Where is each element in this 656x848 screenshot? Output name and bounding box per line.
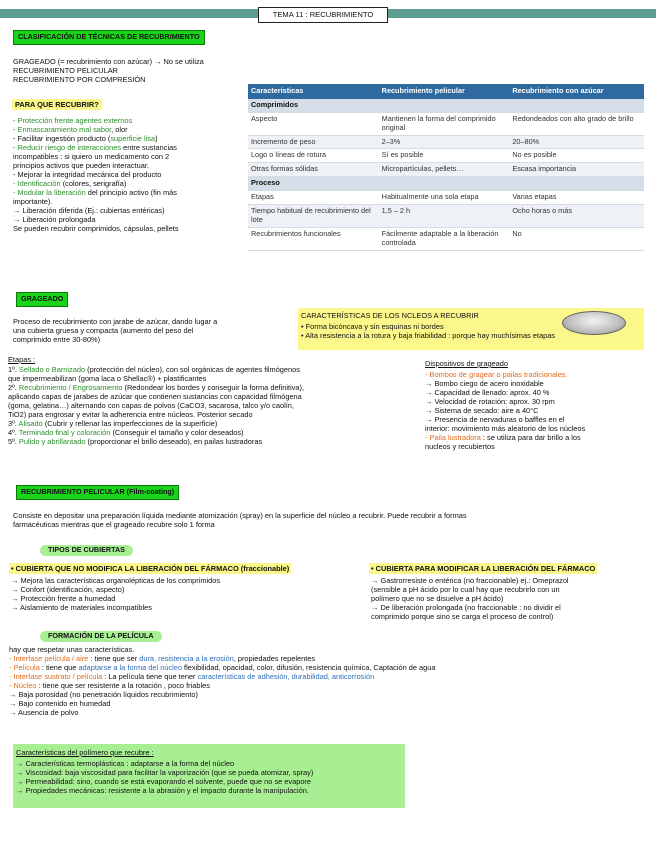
table-cell: Ocho horas o más [509, 205, 644, 228]
clasificacion-line: RECUBRIMIENTO PELICULAR [13, 66, 118, 76]
why-item: principios activos que pueden interactuar. [13, 161, 149, 171]
section-heading-grageado: GRAGEADO [16, 292, 68, 307]
why-list [13, 116, 179, 233]
why-item-rest: (colores, serigrafía) [60, 179, 127, 189]
polimero-item: → Viscosidad: baja viscosidad para facilitar la vaporización (que se pueda atomizar, spray) [16, 768, 314, 778]
header-bar-right [387, 9, 656, 18]
table-cell: Incremento de peso [248, 135, 379, 149]
dispositivo-item: - Paila lustradora [425, 433, 481, 443]
why-item: - Facilitar ingestión producto ( [13, 134, 111, 144]
table-header: Características [248, 84, 379, 99]
table-cell: Recubrimientos funcionales [248, 227, 379, 250]
table-section-label: Proceso [248, 177, 644, 191]
formacion-item-highlight: características de adhesión, durabilidad, anticorrosión [197, 672, 375, 682]
formacion-item-key: - Película [9, 663, 40, 673]
nucleo-item: → Baja porosidad (no penetración líquidos recubrimiento) [9, 690, 198, 700]
cubierta-modifica-item: comprimido porque sino se carga el proceso de control) [371, 612, 554, 622]
table-cell: Habitualmente una sola etapa [379, 191, 510, 205]
why-item: - Modular la liberación [13, 188, 86, 198]
why-item: importante). [13, 197, 53, 207]
formacion-list [9, 645, 435, 717]
table-cell: 1,5 – 2 h [379, 205, 510, 228]
polimero-list [16, 748, 313, 795]
cubierta-no-modifica-item: → Protección frente a humedad [11, 594, 116, 604]
table-cell: Otras formas sólidas [248, 163, 379, 177]
etapas-title: Etapas : [8, 355, 36, 364]
section-heading-pelicular: RECUBRIMIENTO PELICULAR (Film-coating) [16, 485, 179, 500]
cubierta-no-modifica-title: • CUBIERTA QUE NO MODIFICA LA LIBERACIÓN DEL FÁRMACO (fraccionable) [11, 564, 290, 573]
cubierta-modifica-list [371, 576, 569, 621]
nucleo-item: → Bajo contenido en humedad [9, 699, 111, 709]
etapa-text: (Cubrir y rellenar las imperfecciones de la superficie) [42, 419, 218, 429]
table-section-row [248, 177, 644, 191]
dispositivo-item-rest: : se utiliza para dar brillo a los [480, 433, 581, 443]
why-item: → Liberación prolongada [13, 215, 96, 225]
table-cell: 20–80% [509, 135, 644, 149]
dispositivo-item: → Presencia de nervaduras o baffles en el [425, 415, 565, 425]
etapa-number: 5º. [8, 437, 19, 447]
section-heading-clasificacion: CLASIFICACIÓN DE TÉCNICAS DE RECUBRIMIENTO [13, 30, 205, 45]
table-section-row [248, 99, 644, 112]
table-cell: Micropartículas, pellets… [379, 163, 510, 177]
formacion-item-highlight: adaptarse a la forma del núcleo [78, 663, 182, 673]
tipos-cubiertas-heading: TIPOS DE CUBIERTAS [40, 545, 133, 556]
table-cell: Etapas [248, 191, 379, 205]
why-item: Se pueden recubrir comprimidos, cápsulas, pellets [13, 224, 179, 234]
cubierta-no-modifica-list [11, 576, 220, 612]
why-item-key: superficie lisa [110, 134, 156, 144]
table-cell: Tiempo habitual de recubrimiento del lote [248, 205, 379, 228]
etapas-list [8, 365, 304, 446]
table-cell: No es posible [509, 149, 644, 163]
polimero-title: Características del polímero que recubre : [16, 748, 154, 757]
polimero-item: → Características termoplásticas : adaptarse a la forma del núcleo [16, 759, 235, 769]
clasificacion-line: GRAGEADO (= recubrimiento con azúcar) → No se utiliza [13, 57, 204, 66]
formacion-item-key: - Núcleo [9, 681, 37, 691]
etapa-key: Alisado [18, 419, 43, 429]
pelicular-intro-line: Consiste en depositar una preparación líquida mediante atomización (spray) en la superficie del núcleo a recubrir. Puede recubrir a formas [13, 511, 467, 520]
table-cell: Fácilmente adaptable a la liberación controlada [379, 227, 510, 250]
table-cell: Logo o líneas de rotura [248, 149, 379, 163]
page-title: TEMA 11 : RECUBRIMIENTO [258, 7, 388, 23]
nucleos-characteristic-item: • Forma bicóncava y sin esquinas ni bordes [301, 322, 444, 332]
etapa-text: aplicando capas de jarabes de azúcar que contienen sustancias con capacidad filmógena [8, 392, 302, 402]
etapa-text: (proporcionar el brillo deseado), en pailas lustradoras [85, 437, 263, 447]
dispositivo-item: → Bombo ciego de acero inoxidable [425, 379, 544, 389]
table-cell: Escasa importancia [509, 163, 644, 177]
pelicular-intro-line: farmacéuticas mientras que el grageado recubre solo 1 forma [13, 520, 215, 530]
why-item: → Liberación diferida (Ej.: cubiertas entéricas) [13, 206, 165, 216]
why-heading: PARA QUE RECUBRIR? [12, 99, 102, 110]
grageado-intro-line: Proceso de recubrimiento con jarabe de azúcar, dando lugar a [13, 317, 218, 326]
dispositivo-item: → Velocidad de rotación: aprox. 30 rpm [425, 397, 555, 407]
table-cell: 2–3% [379, 135, 510, 149]
cubierta-no-modifica-item: → Aislamiento de materiales incompatibles [11, 603, 152, 613]
why-item: incompatibles : si quiero un medicamento con 2 [13, 152, 170, 162]
formacion-item-key: - Interfase sustrato / película [9, 672, 103, 682]
dispositivos-title: Dispositivos de grageado [425, 359, 508, 368]
table-row [248, 191, 644, 205]
etapa-number: 1º. [8, 365, 19, 374]
table-cell: Mantienen la forma del comprimido original [379, 112, 510, 135]
polimero-item: → Propiedades mecánicas: resistente a la abrasión y el impacto durante la manipulación. [16, 786, 309, 796]
cubierta-modifica-item: → Gastrorresiste o entérica (no fraccionable) ej.: Omeprazol [371, 576, 569, 585]
why-item-rest: entre sustancias [121, 143, 177, 153]
etapa-text: que impermeabilizan (goma laca o Shellac®) + plastificantes [8, 374, 207, 384]
nucleos-characteristic-item: • Alta resistencia a la rotura y baja friabilidad : porque hay muchísimas etapas [301, 331, 556, 341]
pelicular-intro [13, 511, 467, 529]
etapa-key: Sellado o Barnizado [18, 365, 86, 374]
table-row [248, 149, 644, 163]
table-row [248, 205, 644, 228]
formacion-item-text: , propiedades repelentes [233, 654, 316, 664]
formacion-item-text: : La película tiene que tener [102, 672, 198, 682]
clasificacion-list [13, 57, 204, 84]
table-header-row [248, 84, 644, 99]
polimero-item: → Permeabilidad: sino, cuando se está evaporando el solvente, puede que no se evapore [16, 777, 312, 787]
table-header: Recubrimiento pelicular [379, 84, 510, 99]
etapa-number: 4º. [8, 428, 19, 438]
cubierta-no-modifica-item: → Mejora las características organolépticas de los comprimidos [11, 576, 221, 585]
etapa-text: (Conseguir el tamaño y color deseados) [110, 428, 244, 438]
etapa-number: 2º. [8, 383, 19, 393]
etapa-text: (Redondear los bordes y conseguir la forma definitiva), [122, 383, 305, 393]
cubierta-modifica-item: (sensible a pH ácido por lo cual hay que recubrirlo con un [371, 585, 560, 595]
cubierta-no-modifica-item: → Confort (identificación, aspecto) [11, 585, 125, 595]
grageado-intro-line: una cubierta gruesa y compacta (aumento del peso del [13, 326, 194, 336]
formacion-item-text: : tiene que [39, 663, 79, 673]
table-cell: Redondeados con alto grado de brillo [509, 112, 644, 135]
table-cell: No [509, 227, 644, 250]
etapa-number: 3º. [8, 419, 19, 429]
table-row [248, 135, 644, 149]
formacion-item-highlight: dura, resistencia a la erosión [139, 654, 234, 664]
dispositivo-item: → Sistema de secado: aire a 40°C [425, 406, 539, 416]
grageado-intro-line: comprimido entre 30-80%) [13, 335, 101, 345]
formacion-item-text: flexibilidad, opacidad, color, difusión, resistencia química, Captación de agua [181, 663, 436, 673]
formacion-item-key: - Interfase película / aire [9, 654, 89, 664]
dispositivo-item: - Bombos de gragear o pailas tradicionales. [425, 370, 568, 379]
clasificacion-line: RECUBRIMIENTO POR COMPRESIÓN [13, 75, 146, 85]
table-row [248, 227, 644, 250]
cubierta-modifica-item: polímero que no se disuelve a pH ácido) [371, 594, 504, 604]
header-bar-left [0, 9, 258, 18]
dispositivo-item: nucleos y recubiertos [425, 442, 495, 452]
dispositivos-list [425, 370, 585, 451]
why-item: - Reducir riesgo de interacciones [13, 143, 122, 153]
etapa-key: Pulido y abrillantado [18, 437, 86, 447]
table-cell: Varias etapas [509, 191, 644, 205]
comparison-table [248, 84, 644, 251]
why-item: - Enmascaramiento mal sabor [13, 125, 112, 135]
etapa-key: Recubrimiento / Engrosamiento [18, 383, 123, 393]
formacion-item-text: : tiene que ser [88, 654, 140, 664]
table-section-label: Comprimidos [248, 99, 644, 112]
etapa-text: (protección del núcleo), con sol orgánicas de agentes filmógenos [85, 365, 300, 374]
nucleo-item: → Ausencia de polvo [9, 708, 79, 718]
why-item: - Identificación [13, 179, 61, 189]
dispositivo-item: interior: movimiento más aleatorio de los núcleos [425, 424, 586, 434]
nucleos-characteristics-text [301, 311, 555, 340]
formacion-intro: hay que respetar unas características. [9, 645, 135, 654]
table-row [248, 163, 644, 177]
cubierta-modifica-item: → De liberación prolongada (no fraccionable : no dividir el [371, 603, 561, 613]
why-item-rest: , olor [111, 125, 128, 135]
tablet-illustration [562, 311, 626, 335]
why-item-rest: del principio activo (fin más [85, 188, 177, 198]
table-cell: Aspecto [248, 112, 379, 135]
grageado-intro [13, 317, 217, 344]
formacion-pelicula-heading: FORMACIÓN DE LA PELÍCULA [40, 631, 162, 642]
nucleos-characteristics-title: CARACTERÍSTICAS DE LOS NCLEOS A RECUBRIR [301, 311, 479, 320]
why-item-rest: ) [155, 134, 158, 144]
formacion-item-text: : tiene que ser resistente a la rotación , poco friables [36, 681, 210, 691]
etapa-text: TiO2) para engrosar y evitar la adherencia entre núcleos. Posterior secado [8, 410, 253, 420]
cubierta-modifica-title: • CUBIERTA PARA MODIFICAR LA LIBERACIÓN DEL FÁRMACO [371, 564, 596, 573]
why-item: - Mejorar la integridad mecánica del producto [13, 170, 162, 180]
table-row [248, 112, 644, 135]
table-cell: Sí es posible [379, 149, 510, 163]
dispositivo-item: → Capacidad de llenado: aprox. 40 % [425, 388, 550, 398]
etapa-text: (goma, gelatina…) alternando con capas de polvos (CaCO3, sacarosa, talco y/o caolín, [8, 401, 294, 411]
table-header: Recubrimiento con azúcar [509, 84, 644, 99]
why-item: - Protección frente agentes externos [13, 116, 133, 125]
etapa-key: Terminado final y coloración [18, 428, 111, 438]
